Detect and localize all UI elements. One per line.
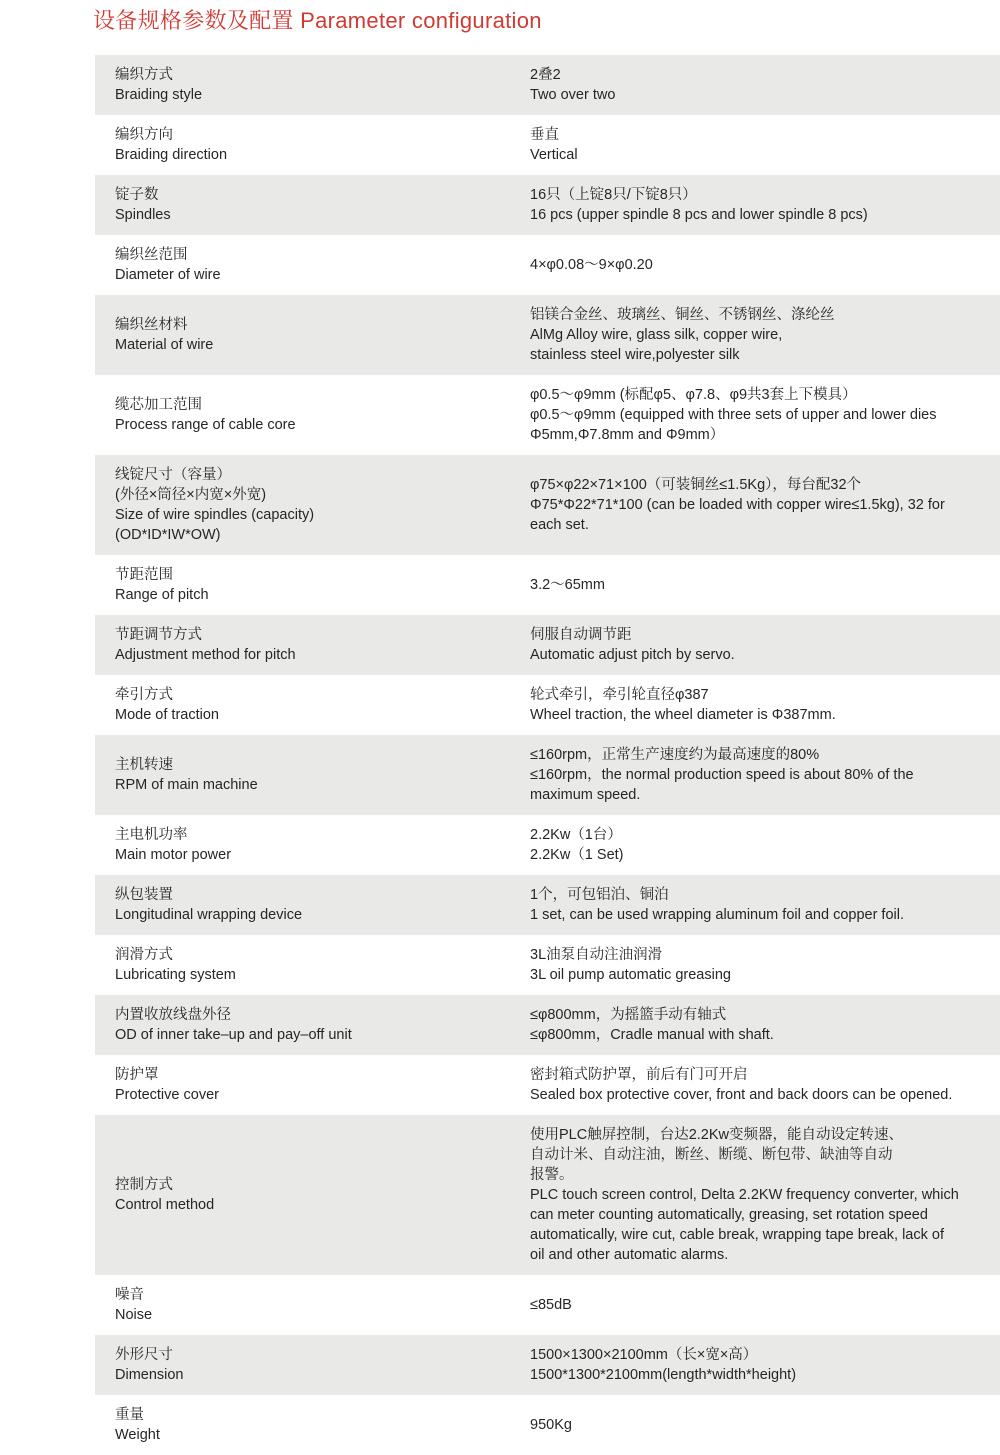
- param-value: [530, 685, 1000, 725]
- param-label: [95, 245, 530, 285]
- param-label: [95, 1285, 530, 1325]
- param-label-line: Control method: [115, 1197, 215, 1213]
- param-value-line: oil and other automatic alarms.: [530, 1247, 729, 1263]
- param-value: [530, 745, 1000, 805]
- param-label-line: Lubricating system: [115, 967, 236, 983]
- param-label-line: Process range of cable core: [115, 417, 296, 433]
- param-label-line: 噪音: [115, 1287, 144, 1303]
- param-value-line: stainless steel wire,polyester silk: [530, 347, 740, 363]
- param-value: [530, 1065, 1000, 1105]
- param-value-line: 伺服自动调节距: [530, 627, 632, 643]
- table-row: [95, 935, 1000, 995]
- param-label: [95, 185, 530, 225]
- table-row: [95, 295, 1000, 375]
- param-label-line: Protective cover: [115, 1087, 219, 1103]
- param-value-line: 自动计米、自动注油，断丝、断缆、断包带、缺油等自动: [530, 1147, 893, 1163]
- table-row: [95, 675, 1000, 735]
- param-label: [95, 945, 530, 985]
- param-value-line: 2叠2: [530, 67, 561, 83]
- table-row: [95, 555, 1000, 615]
- param-value-line: ≤160rpm，正常生产速度约为最高速度的80%: [530, 747, 820, 763]
- param-label-line: 牵引方式: [115, 687, 173, 703]
- table-row: [95, 455, 1000, 555]
- param-label-line: Size of wire spindles (capacity): [115, 507, 315, 523]
- param-value-line: 16 pcs (upper spindle 8 pcs and lower spindle 8 pcs): [530, 207, 868, 223]
- page-title: 设备规格参数及配置 Parameter configuration: [93, 8, 542, 33]
- param-label-line: Longitudinal wrapping device: [115, 907, 303, 923]
- param-label: [95, 125, 530, 165]
- param-value-line: Vertical: [530, 147, 578, 163]
- param-value-line: 3L oil pump automatic greasing: [530, 967, 731, 983]
- param-value: [530, 945, 1000, 985]
- param-value-line: 950Kg: [530, 1417, 572, 1433]
- param-label: [95, 65, 530, 105]
- param-value-line: AlMg Alloy wire, glass silk, copper wire,: [530, 327, 783, 343]
- param-value-line: 铝镁合金丝、玻璃丝、铜丝、不锈钢丝、涤纶丝: [530, 307, 835, 323]
- param-value: [530, 185, 1000, 225]
- param-value-line: 4×φ0.08～9×φ0.20: [530, 257, 653, 273]
- param-value-line: 报警。: [530, 1167, 574, 1183]
- param-value-line: 1500×1300×2100mm（长×宽×高）: [530, 1347, 758, 1363]
- param-label: [95, 395, 530, 435]
- param-label-line: (OD*ID*IW*OW): [115, 527, 221, 543]
- param-label-line: 编织方向: [115, 127, 173, 143]
- table-row: [95, 175, 1000, 235]
- table-row: [95, 615, 1000, 675]
- param-label-line: 控制方式: [115, 1177, 173, 1193]
- param-value-line: Sealed box protective cover, front and back doors can be opened.: [530, 1087, 953, 1103]
- param-label-line: 纵包装置: [115, 887, 173, 903]
- table-row: [95, 1115, 1000, 1275]
- param-value: [530, 1125, 1000, 1265]
- param-label-line: 节距范围: [115, 567, 173, 583]
- table-row: [95, 995, 1000, 1055]
- param-label-line: Range of pitch: [115, 587, 209, 603]
- param-value-line: 2.2Kw（1 Set): [530, 847, 624, 863]
- param-value-line: φ75×φ22×71×100（可装铜丝≤1.5Kg），每台配32个: [530, 477, 862, 493]
- param-label: [95, 885, 530, 925]
- table-row: [95, 875, 1000, 935]
- param-label-line: Adjustment method for pitch: [115, 647, 296, 663]
- param-value-line: Φ5mm,Φ7.8mm and Φ9mm）: [530, 427, 725, 443]
- param-label: [95, 315, 530, 355]
- param-label: [95, 565, 530, 605]
- param-label-line: Main motor power: [115, 847, 232, 863]
- param-value: [530, 385, 1000, 445]
- param-value-line: automatically, wire cut, cable break, wrapping tape break, lack of: [530, 1227, 944, 1243]
- param-label: [95, 1175, 530, 1215]
- param-value-line: ≤φ800mm，为摇篮手动有轴式: [530, 1007, 727, 1023]
- param-label-line: 编织方式: [115, 67, 173, 83]
- param-label: [95, 825, 530, 865]
- param-label-line: 主机转速: [115, 757, 173, 773]
- param-label-line: 外形尺寸: [115, 1347, 173, 1363]
- table-row: [95, 735, 1000, 815]
- param-label-line: 主电机功率: [115, 827, 188, 843]
- param-label-line: 润滑方式: [115, 947, 173, 963]
- param-label-line: OD of inner take–up and pay–off unit: [115, 1027, 352, 1043]
- param-value-line: ≤φ800mm，Cradle manual with shaft.: [530, 1027, 774, 1043]
- param-label-line: 线锭尺寸（容量）: [115, 467, 231, 483]
- param-label: [95, 625, 530, 665]
- param-value-line: 密封箱式防护罩，前后有门可开启: [530, 1067, 748, 1083]
- param-label-line: Dimension: [115, 1367, 184, 1383]
- param-label: [95, 1405, 530, 1445]
- param-value: [530, 1415, 1000, 1435]
- param-label-line: Noise: [115, 1307, 153, 1323]
- table-row: [95, 1275, 1000, 1335]
- param-value-line: Φ75*Φ22*71*100 (can be loaded with copper wire≤1.5kg), 32 for: [530, 497, 945, 513]
- param-value-line: 2.2Kw（1台）: [530, 827, 622, 843]
- param-value: [530, 825, 1000, 865]
- param-value: [530, 1295, 1000, 1315]
- param-value: [530, 475, 1000, 535]
- param-value-line: φ0.5～φ9mm (equipped with three sets of upper and lower dies: [530, 407, 937, 423]
- param-value-line: 1个，可包铝泊、铜泊: [530, 887, 669, 903]
- param-label-line: 编织丝范围: [115, 247, 188, 263]
- param-value: [530, 885, 1000, 925]
- param-value-line: 16只（上锭8只/下锭8只）: [530, 187, 697, 203]
- param-label-line: Spindles: [115, 207, 171, 223]
- table-row: [95, 1055, 1000, 1115]
- table-row: [95, 815, 1000, 875]
- param-label-line: Weight: [115, 1427, 160, 1443]
- param-label-line: 缆芯加工范围: [115, 397, 202, 413]
- param-value-line: 1 set, can be used wrapping aluminum foil and copper foil.: [530, 907, 904, 923]
- param-label-line: 防护罩: [115, 1067, 159, 1083]
- param-value: [530, 305, 1000, 365]
- param-label: [95, 755, 530, 795]
- param-value-line: PLC touch screen control, Delta 2.2KW frequency converter, which: [530, 1187, 959, 1203]
- param-value-line: 使用PLC触屏控制，台达2.2Kw变频器，能自动设定转速、: [530, 1127, 904, 1143]
- param-label-line: Braiding style: [115, 87, 203, 103]
- table-row: [95, 115, 1000, 175]
- param-label: [95, 685, 530, 725]
- table-row: [95, 55, 1000, 115]
- param-value-line: 1500*1300*2100mm(length*width*height): [530, 1367, 797, 1383]
- param-label: [95, 1345, 530, 1385]
- param-value: [530, 65, 1000, 105]
- param-label-line: 内置收放线盘外径: [115, 1007, 231, 1023]
- param-label-line: Diameter of wire: [115, 267, 221, 283]
- param-label: [95, 1005, 530, 1045]
- param-label-line: Mode of traction: [115, 707, 219, 723]
- param-value: [530, 625, 1000, 665]
- param-value: [530, 1005, 1000, 1045]
- param-value: [530, 1345, 1000, 1385]
- param-value-line: 3L油泵自动注油润滑: [530, 947, 663, 963]
- param-label-line: Braiding direction: [115, 147, 228, 163]
- param-value: [530, 255, 1000, 275]
- param-label-line: 编织丝材料: [115, 317, 188, 333]
- param-label-line: RPM of main machine: [115, 777, 258, 793]
- param-label-line: 节距调节方式: [115, 627, 202, 643]
- param-value-line: Automatic adjust pitch by servo.: [530, 647, 735, 663]
- param-value-line: 3.2～65mm: [530, 577, 605, 593]
- param-value-line: ≤85dB: [530, 1297, 572, 1313]
- param-label: [95, 1065, 530, 1105]
- table-row: [95, 235, 1000, 295]
- param-value-line: Two over two: [530, 87, 616, 103]
- param-value-line: maximum speed.: [530, 787, 641, 803]
- param-label-line: 重量: [115, 1407, 144, 1423]
- param-value-line: Wheel traction, the wheel diameter is Φ387mm.: [530, 707, 836, 723]
- param-label-line: 锭子数: [115, 187, 159, 203]
- param-value: [530, 575, 1000, 595]
- param-value-line: can meter counting automatically, greasing, set rotation speed: [530, 1207, 928, 1223]
- table-row: [95, 375, 1000, 455]
- param-value-line: ≤160rpm，the normal production speed is about 80% of the: [530, 767, 914, 783]
- param-value-line: each set.: [530, 517, 589, 533]
- param-value: [530, 125, 1000, 165]
- table-row: [95, 1335, 1000, 1395]
- param-label: [95, 465, 530, 545]
- param-label-line: (外径×筒径×内宽×外宽): [115, 487, 267, 503]
- param-label-line: Material of wire: [115, 337, 214, 353]
- spec-table: [95, 55, 1000, 1455]
- param-value-line: φ0.5～φ9mm (标配φ5、φ7.8、φ9共3套上下模具）: [530, 387, 857, 403]
- param-value-line: 轮式牵引，牵引轮直径φ387: [530, 687, 709, 703]
- param-value-line: 垂直: [530, 127, 559, 143]
- table-row: [95, 1395, 1000, 1455]
